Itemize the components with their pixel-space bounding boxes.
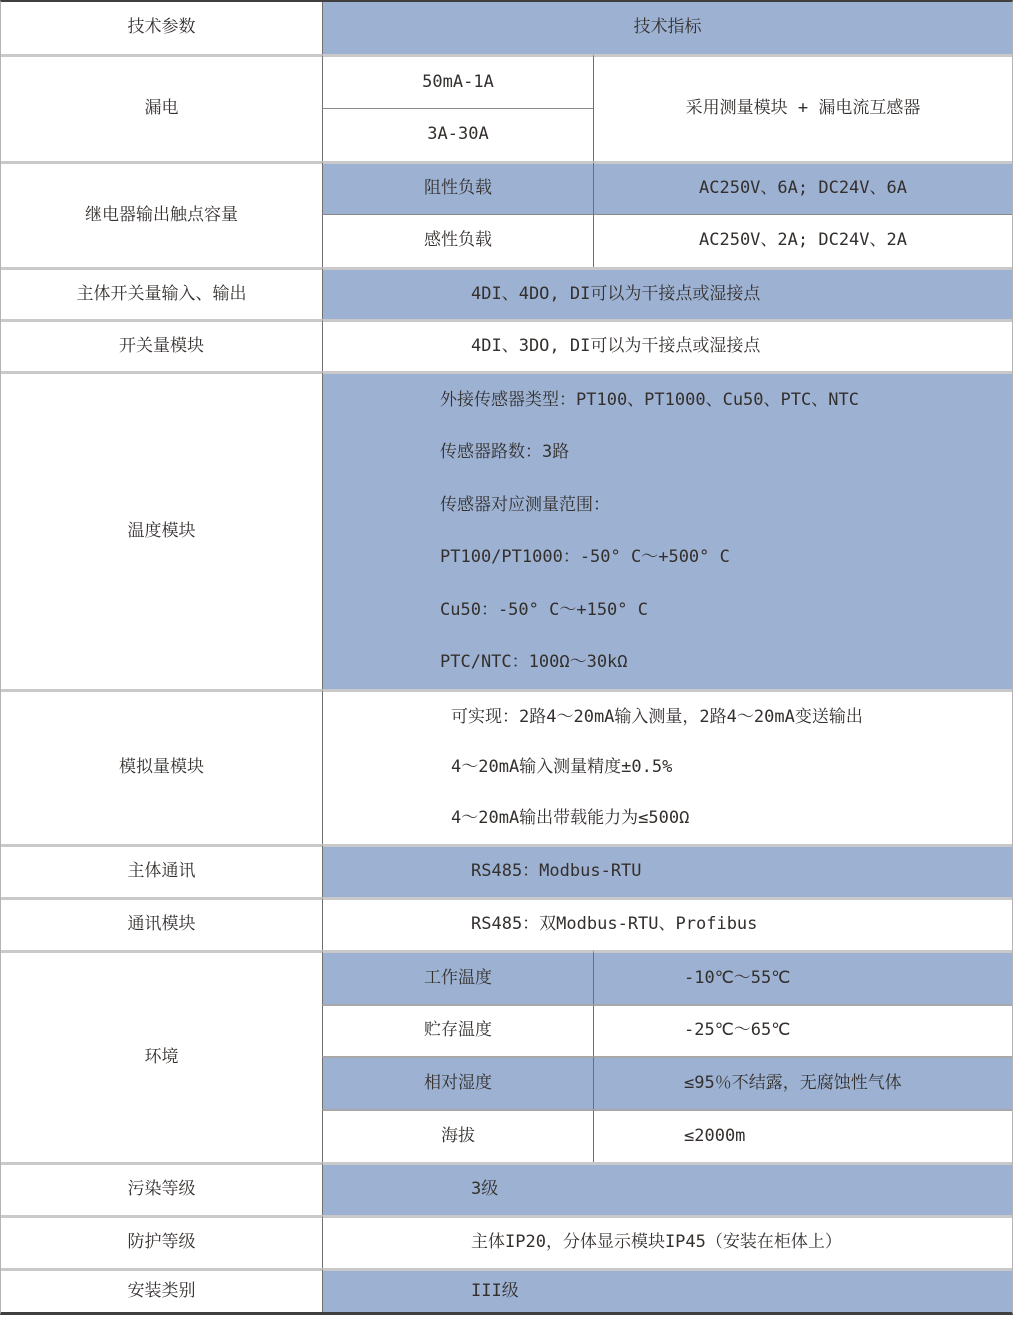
relay-label: 继电器输出触点容量: [1, 161, 322, 267]
env-humidity-value: ≤95％不结露，无腐蚀性气体: [593, 1056, 1012, 1109]
temp-line-range-title: 传感器对应测量范围：: [440, 494, 610, 515]
relay-inductive-label: 感性负载: [322, 214, 593, 267]
main-comm-label: 主体通讯: [1, 844, 322, 897]
comm-module-label: 通讯模块: [1, 897, 322, 950]
relay-inductive-value: AC250V、2A; DC24V、2A: [593, 214, 1012, 267]
temp-line-sensor-types: 外接传感器类型：PT100、PT1000、Cu50、PTC、NTC: [440, 389, 859, 410]
analog-line-capability: 可实现：2路4～20mA输入测量，2路4～20mA变送输出: [451, 706, 863, 727]
installation-value: III级: [322, 1268, 1012, 1312]
temp-line-pt100: PT100/PT1000：-50° C～+500° C: [440, 547, 730, 568]
env-storage-temp-value: -25℃～65℃: [593, 1004, 1012, 1056]
comm-module-value: RS485：双Modbus-RTU、Profibus: [322, 897, 1012, 950]
leakage-range2: 3A-30A: [322, 108, 593, 161]
env-working-temp-value: -10℃～55℃: [593, 950, 1012, 1004]
header-cell-indicator: 技术指标: [322, 2, 1012, 54]
leakage-range1: 50mA-1A: [322, 54, 593, 108]
main-io-label: 主体开关量输入、输出: [1, 267, 322, 319]
env-humidity-label: 相对湿度: [322, 1056, 593, 1109]
temp-line-ptc-ntc: PTC/NTC：100Ω～30kΩ: [440, 652, 628, 673]
env-working-temp-label: 工作温度: [322, 950, 593, 1004]
temp-line-channels: 传感器路数：3路: [440, 442, 570, 463]
analog-line-load: 4～20mA输出带载能力为≤500Ω: [451, 808, 690, 829]
env-storage-temp-label: 贮存温度: [322, 1004, 593, 1056]
pollution-value: 3级: [322, 1162, 1012, 1215]
header-cell-param: 技术参数: [1, 2, 322, 54]
relay-resistive-value: AC250V、6A; DC24V、6A: [593, 161, 1012, 214]
analog-module-value: [322, 689, 1012, 844]
leakage-label: 漏电: [1, 54, 322, 161]
switch-module-value: 4DI、3DO, DI可以为干接点或湿接点: [322, 319, 1012, 371]
temp-module-value: [322, 371, 1012, 689]
temp-line-cu50: Cu50：-50° C～+150° C: [440, 599, 648, 620]
main-comm-value: RS485：Modbus-RTU: [322, 844, 1012, 897]
analog-line-accuracy: 4～20mA输入测量精度±0.5%: [451, 757, 673, 778]
temp-module-label: 温度模块: [1, 371, 322, 689]
switch-module-label: 开关量模块: [1, 319, 322, 371]
pollution-label: 污染等级: [1, 1162, 322, 1215]
installation-label: 安装类别: [1, 1268, 322, 1312]
env-altitude-value: ≤2000m: [593, 1109, 1012, 1162]
main-io-value: 4DI、4DO, DI可以为干接点或湿接点: [322, 267, 1012, 319]
protection-label: 防护等级: [1, 1215, 322, 1268]
protection-value: 主体IP20，分体显示模块IP45（安装在柜体上）: [322, 1215, 1012, 1268]
relay-resistive-label: 阻性负载: [322, 161, 593, 214]
environment-label: 环境: [1, 950, 322, 1162]
leakage-method: 采用测量模块 + 漏电流互感器: [593, 54, 1012, 161]
env-altitude-label: 海拔: [322, 1109, 593, 1162]
analog-module-label: 模拟量模块: [1, 689, 322, 844]
